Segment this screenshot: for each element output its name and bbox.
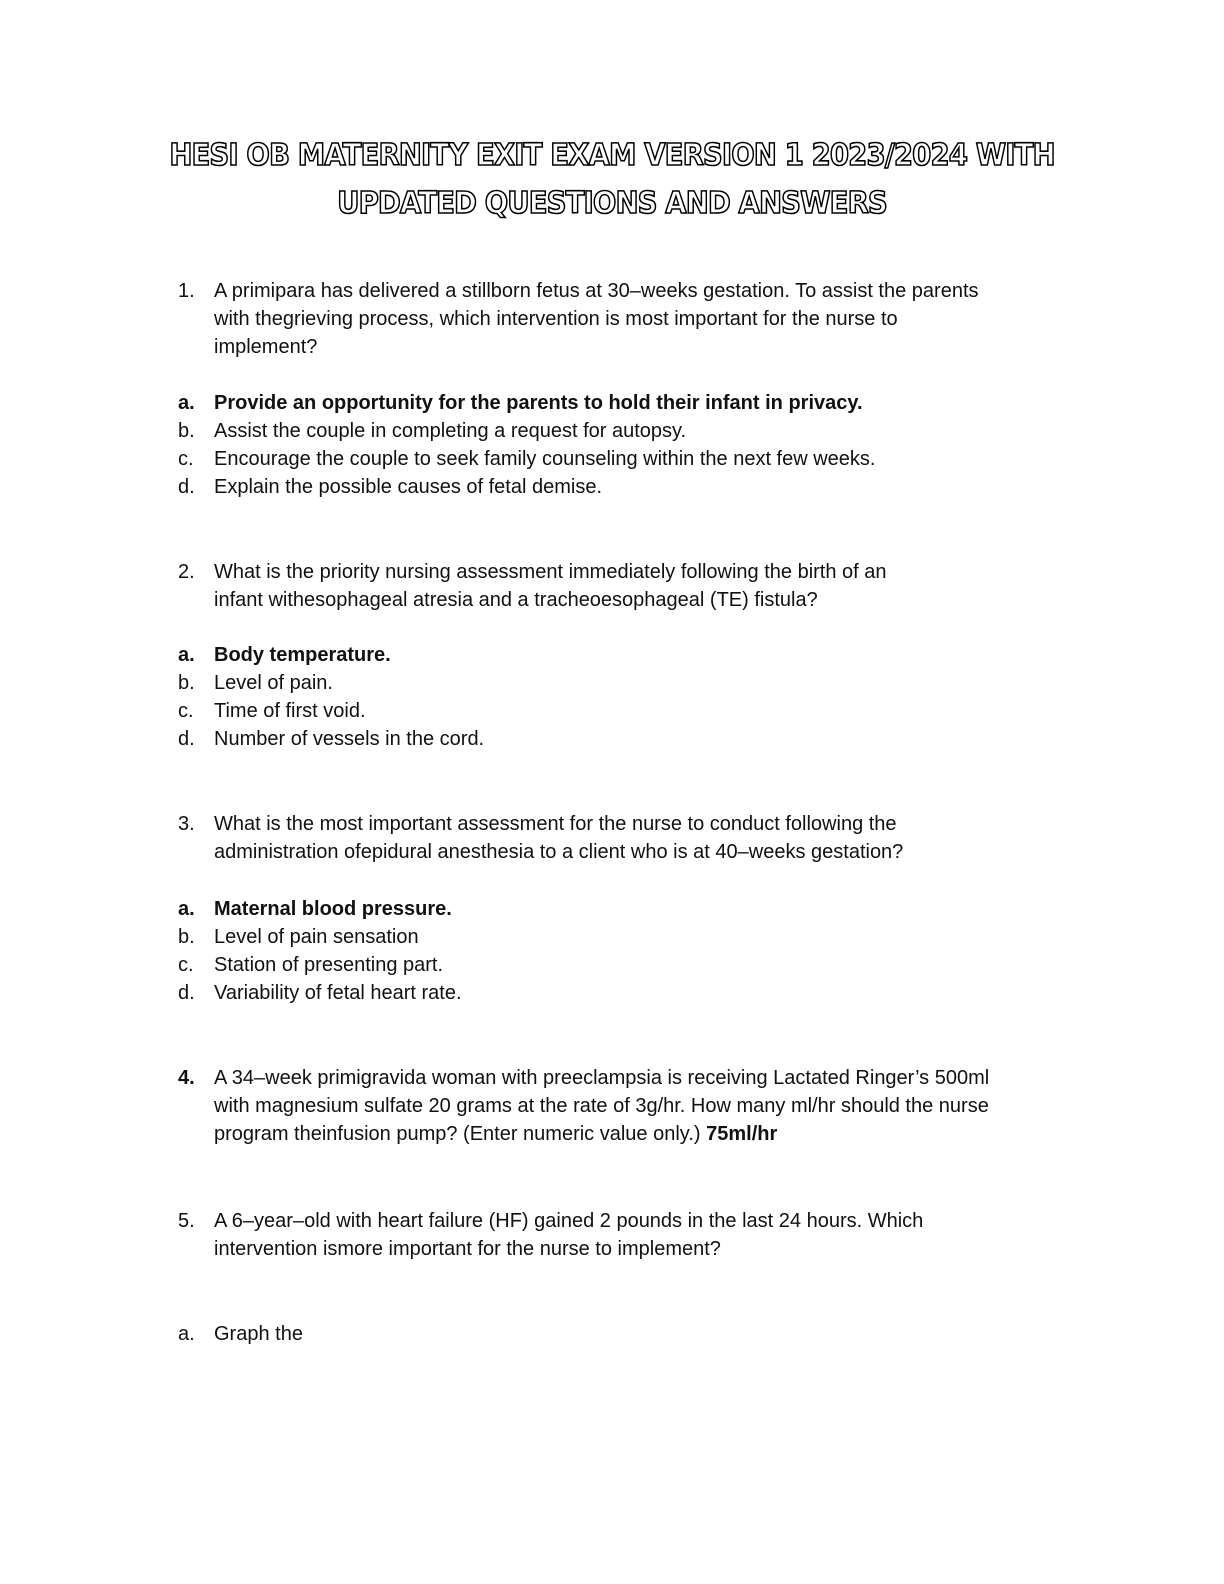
option-text: Provide an opportunity for the parents to hold their infant in privacy.	[214, 392, 863, 414]
option-letter: a.	[178, 1323, 195, 1345]
question-1	[0, 277, 1224, 361]
option-text: Assist the couple in completing a request for autopsy.	[214, 420, 687, 442]
option-text: Time of first void.	[214, 700, 366, 722]
option-letter: a.	[178, 392, 195, 414]
question-3	[0, 810, 1224, 866]
question-text: What is the priority nursing assessment immediately following the birth of an	[214, 561, 887, 583]
question-text: A 6–year–old with heart failure (HF) gained 2 pounds in the last 24 hours. Which	[214, 1210, 924, 1232]
option-letter: d.	[178, 728, 195, 750]
option-text: Explain the possible causes of fetal demise.	[214, 476, 602, 498]
option-text: Level of pain sensation	[214, 926, 419, 948]
answer: 75ml/hr	[706, 1123, 778, 1145]
option-text: Graph the	[214, 1323, 303, 1345]
title-line-2: UPDATED QUESTIONS AND ANSWERS	[337, 186, 887, 221]
option-letter: b.	[178, 926, 195, 948]
question-4	[0, 1064, 1224, 1148]
option-text: Body temperature.	[214, 644, 391, 666]
question-text: with thegrieving process, which intervention is most important for the nurse to	[214, 308, 898, 330]
option-text: Maternal blood pressure.	[214, 898, 452, 920]
option-letter: c.	[178, 448, 194, 470]
options-3	[0, 895, 1224, 1007]
option-letter: a.	[178, 644, 195, 666]
option-correct	[0, 389, 1224, 417]
option-text: Level of pain.	[214, 672, 333, 694]
options-1	[0, 389, 1224, 501]
question-number: 1.	[178, 280, 195, 302]
question-text: administration ofepidural anesthesia to a client who is at 40–weeks gestation?	[214, 841, 904, 863]
question-text: with magnesium sulfate 20 grams at the rate of 3g/hr. How many ml/hr should the nurse	[214, 1095, 989, 1117]
option-text: Number of vessels in the cord.	[214, 728, 485, 750]
question-5	[0, 1207, 1224, 1263]
option-letter: d.	[178, 982, 195, 1004]
option-letter: a.	[178, 898, 195, 920]
question-2	[0, 558, 1224, 614]
question-text: program theinfusion pump? (Enter numeric value only.)	[214, 1123, 701, 1145]
options-5	[0, 1320, 1224, 1348]
question-text: A 34–week primigravida woman with preeclampsia is receiving Lactated Ringer’s 500ml	[214, 1067, 990, 1089]
title-line-1: HESI OB MATERNITY EXIT EXAM VERSION 1 2023/2024 WITH	[169, 138, 1055, 173]
question-number: 3.	[178, 813, 195, 835]
question-text: A primipara has delivered a stillborn fetus at 30–weeks gestation. To assist the parents	[214, 280, 979, 302]
option-text: Station of presenting part.	[214, 954, 444, 976]
question-number: 5.	[178, 1210, 195, 1232]
option-letter: b.	[178, 672, 195, 694]
option-letter: d.	[178, 476, 195, 498]
question-number: 2.	[178, 561, 195, 583]
question-text: infant withesophageal atresia and a tracheoesophageal (TE) fistula?	[214, 589, 818, 611]
question-text: What is the most important assessment for the nurse to conduct following the	[214, 813, 897, 835]
option-letter: b.	[178, 420, 195, 442]
question-number: 4.	[178, 1067, 195, 1089]
option-text: Encourage the couple to seek family counseling within the next few weeks.	[214, 448, 876, 470]
option-letter: c.	[178, 700, 194, 722]
option-letter: c.	[178, 954, 194, 976]
question-text: intervention ismore important for the nurse to implement?	[214, 1238, 721, 1260]
options-2	[0, 641, 1224, 753]
option-text: Variability of fetal heart rate.	[214, 982, 462, 1004]
question-text: implement?	[214, 336, 318, 358]
